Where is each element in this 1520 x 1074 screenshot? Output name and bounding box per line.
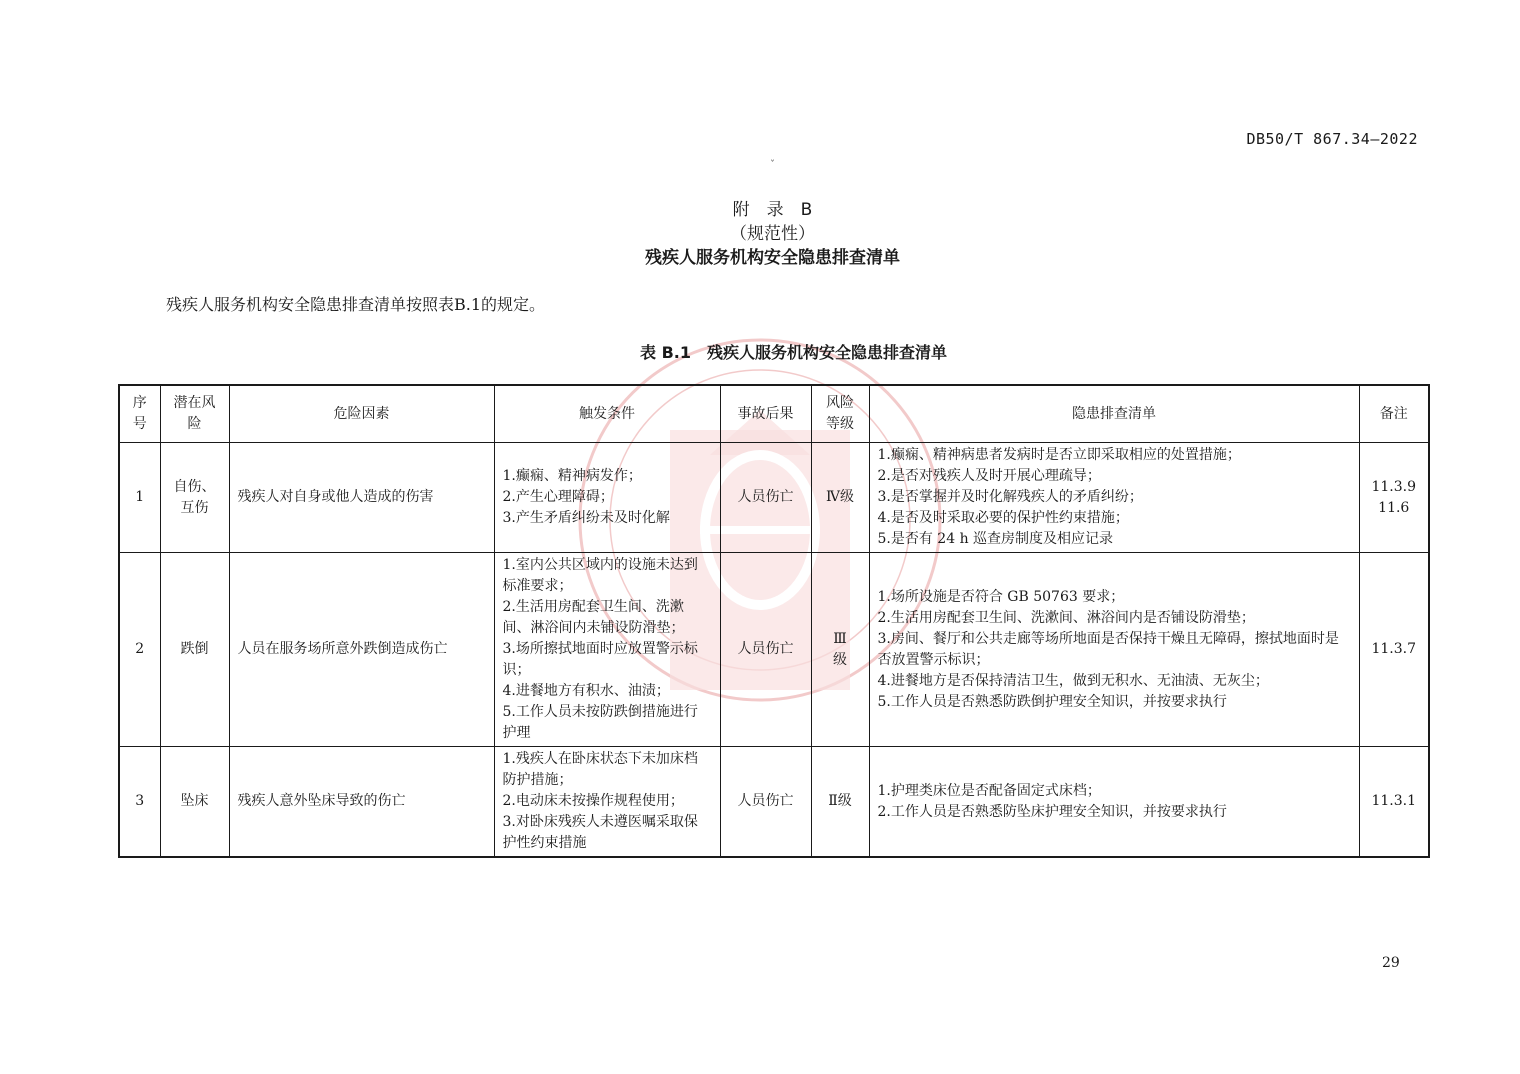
document-code: DB50/T 867.34—2022 xyxy=(1246,130,1418,148)
intro-paragraph: 残疾人服务机构安全隐患排查清单按照表B.1的规定。 xyxy=(166,295,546,314)
cell-note: 11.3.1 xyxy=(1359,747,1429,858)
cell-level: Ⅳ级 xyxy=(811,443,869,553)
cell-checklist: 1.护理类床位是否配备固定式床档； 2.工作人员是否熟悉防坠床护理安全知识，并按要求执行 xyxy=(869,747,1359,858)
cell-risk: 跌倒 xyxy=(160,553,229,747)
cell-seq: 1 xyxy=(119,443,160,553)
header-note: 备注 xyxy=(1359,385,1429,443)
table-row xyxy=(119,747,1429,858)
cell-note: 11.3.7 xyxy=(1359,553,1429,747)
appendix-title: 残疾人服务机构安全隐患排查清单 xyxy=(645,248,900,268)
cell-trigger: 1.室内公共区域内的设施未达到标准要求； 2.生活用房配套卫生间、洗漱间、淋浴间内未铺设防滑垫； 3.场所擦拭地面时应放置警示标识； 4.进餐地方有积水、油渍； 5.工作人员未按防跌倒措施进行护理 xyxy=(494,553,720,747)
page-number: 29 xyxy=(1382,955,1400,971)
table-caption: 表 B.1 残疾人服务机构安全隐患排查清单 xyxy=(640,343,947,362)
cell-risk: 自伤、 互伤 xyxy=(160,443,229,553)
cell-level: Ⅲ 级 xyxy=(811,553,869,747)
header-level: 风险 等级 xyxy=(811,385,869,443)
table-header-row xyxy=(119,385,1429,443)
cell-note: 11.3.9 11.6 xyxy=(1359,443,1429,553)
appendix-nature: （规范性） xyxy=(730,224,815,244)
cell-seq: 3 xyxy=(119,747,160,858)
cell-risk: 坠床 xyxy=(160,747,229,858)
table-row xyxy=(119,443,1429,553)
cell-factor: 人员在服务场所意外跌倒造成伤亡 xyxy=(229,553,494,747)
appendix-heading xyxy=(0,198,1520,270)
cell-seq: 2 xyxy=(119,553,160,747)
cell-checklist: 1.癫痫、精神病患者发病时是否立即采取相应的处置措施； 2.是否对残疾人及时开展心理疏导； 3.是否掌握并及时化解残疾人的矛盾纠纷； 4.是否及时采取必要的保护性约束措施； 5.是否有 24 h 巡查房制度及相应记录 xyxy=(869,443,1359,553)
cell-checklist: 1.场所设施是否符合 GB 50763 要求； 2.生活用房配套卫生间、洗漱间、淋浴间内是否铺设防滑垫； 3.房间、餐厅和公共走廊等场所地面是否保持干燥且无障碍，擦拭地面时是否放置警示标识； 4.进餐地方是否保持清洁卫生，做到无积水、无油渍、无灰尘； 5.工作人员是否熟悉防跌倒护理安全知识，并按要求执行 xyxy=(869,553,1359,747)
cell-consequence: 人员伤亡 xyxy=(720,553,811,747)
header-checklist: 隐患排查清单 xyxy=(869,385,1359,443)
header-consequence: 事故后果 xyxy=(720,385,811,443)
appendix-label: 附 录 B xyxy=(732,200,813,220)
hazard-checklist-table xyxy=(118,384,1430,858)
header-trigger: 触发条件 xyxy=(494,385,720,443)
cell-trigger: 1.残疾人在卧床状态下未加床档防护措施； 2.电动床未按操作规程使用； 3.对卧床残疾人未遵医嘱采取保护性约束措施 xyxy=(494,747,720,858)
cell-factor: 残疾人意外坠床导致的伤亡 xyxy=(229,747,494,858)
header-seq: 序 号 xyxy=(119,385,160,443)
cell-consequence: 人员伤亡 xyxy=(720,443,811,553)
stray-mark: ˇ xyxy=(770,160,775,171)
cell-factor: 残疾人对自身或他人造成的伤害 xyxy=(229,443,494,553)
header-factor: 危险因素 xyxy=(229,385,494,443)
table-row xyxy=(119,553,1429,747)
cell-level: Ⅱ级 xyxy=(811,747,869,858)
header-risk: 潜在风 险 xyxy=(160,385,229,443)
cell-consequence: 人员伤亡 xyxy=(720,747,811,858)
cell-trigger: 1.癫痫、精神病发作； 2.产生心理障碍； 3.产生矛盾纠纷未及时化解 xyxy=(494,443,720,553)
